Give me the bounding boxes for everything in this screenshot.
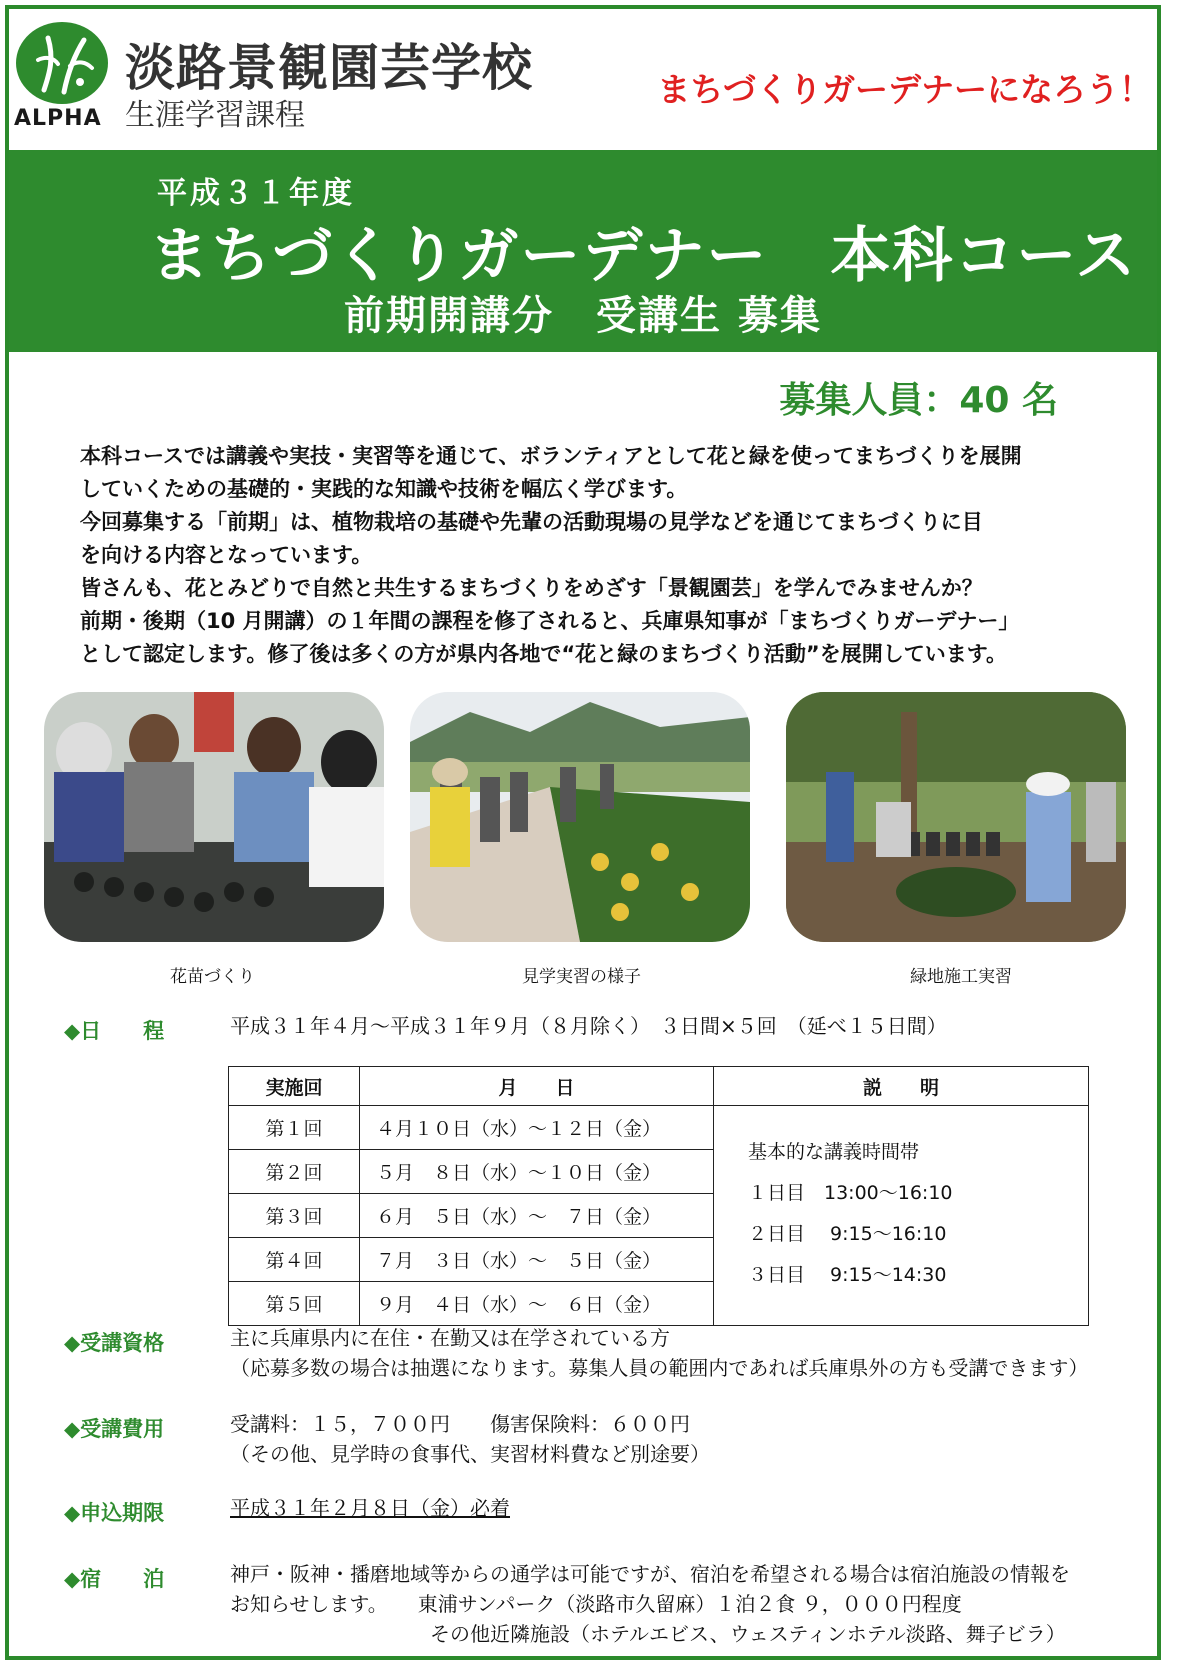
fee-label: ◆受講費用 <box>64 1417 165 1441</box>
table-row <box>229 1106 1089 1150</box>
session-date: ７月 ３日（水）～ ５日（金） <box>360 1238 714 1282</box>
fee-line: 受講料：１５，７００円 傷害保険料：６００円 <box>230 1412 690 1436</box>
description-time: １日目 13:00～16:10 <box>748 1182 953 1204</box>
session-date: ６月 ５日（水）～ ７日（金） <box>360 1194 714 1238</box>
deadline-label: ◆申込期限 <box>64 1501 165 1525</box>
schedule-description <box>714 1106 1089 1326</box>
school-name: 淡路景観園芸学校 <box>125 39 533 97</box>
column-header: 実施回 <box>229 1067 360 1106</box>
qualification-note: （応募多数の場合は抽選になります。募集人員の範囲内であれば兵庫県外の方も受講できます） <box>230 1356 1089 1380</box>
fee-note: （その他、見学時の食事代、実習材料費など別途要） <box>230 1442 710 1466</box>
logo-alpha-text: ALPHA <box>14 106 102 131</box>
catchphrase: まちづくりガーデナーになろう！ <box>657 70 1152 109</box>
intro-line: として認定します。修了後は多くの方が県内各地で“花と緑のまちづくり活動”を展開しています。 <box>80 642 1008 666</box>
qualification-line: 主に兵庫県内に在住・在勤又は在学されている方 <box>230 1326 670 1350</box>
photo-caption: 緑地施工実習 <box>910 967 1012 987</box>
session-number: 第５回 <box>229 1282 360 1326</box>
intro-line: 本科コースでは講義や実技・実習等を通じて、ボランティアとして花と緑を使ってまちづくりを展開 <box>80 444 1022 468</box>
deadline-text: 平成３１年２月８日（金）必着 <box>230 1496 510 1520</box>
session-date: ５月 ８日（水）～１０日（金） <box>360 1150 714 1194</box>
photo-greenery-work <box>786 692 1126 942</box>
lodging-line: お知らせします。 東浦サンパーク（淡路市久留麻）１泊２食 ９，０００円程度 <box>230 1592 962 1616</box>
capacity-text: 募集人員：40 名 <box>779 380 1058 421</box>
schedule-table <box>228 1066 1089 1326</box>
intro-line: 今回募集する「前期」は、植物栽培の基礎や先輩の活動現場の見学などを通じてまちづくりに目 <box>80 510 983 534</box>
photo-field-tour <box>410 692 750 942</box>
intro-text <box>80 440 1090 671</box>
session-number: 第４回 <box>229 1238 360 1282</box>
intro-line: 前期・後期（10 月開講）の１年間の課程を修了されると、兵庫県知事が「まちづくりガーデナー」 <box>80 609 1020 633</box>
leaf-logo-icon <box>14 20 110 106</box>
column-header: 月 日 <box>360 1067 714 1106</box>
session-date: ４月１０日（水）～１２日（金） <box>360 1106 714 1150</box>
qualification-label: ◆受講資格 <box>64 1331 165 1355</box>
banner-subtitle: 前期開講分 受講生 募集 <box>344 293 822 339</box>
photo-caption: 見学実習の様子 <box>522 967 641 987</box>
table-header-row <box>229 1067 1089 1106</box>
banner-title: まちづくりガーデナー 本科コース <box>149 221 1138 291</box>
program-name: 生涯学習課程 <box>125 98 305 133</box>
intro-line: していくための基礎的・実践的な知識や技術を幅広く学びます。 <box>80 477 688 501</box>
schedule-text: 平成３１年４月～平成３１年９月（８月除く） ３日間×５回 （延べ１５日間） <box>230 1014 947 1038</box>
description-time: ２日目 9:15～16:10 <box>748 1223 947 1245</box>
session-number: 第３回 <box>229 1194 360 1238</box>
lodging-label: ◆宿 泊 <box>64 1567 165 1591</box>
photo-seedlings <box>44 692 384 942</box>
session-date: ９月 ４日（水）～ ６日（金） <box>360 1282 714 1326</box>
column-header: 説 明 <box>714 1067 1089 1106</box>
lodging-line: 神戸・阪神・播磨地域等からの通学は可能ですが、宿泊を希望される場合は宿泊施設の情報を <box>230 1562 1070 1586</box>
banner-year: 平成３１年度 <box>157 176 355 211</box>
intro-line: を向ける内容となっています。 <box>80 543 373 567</box>
photo-caption: 花苗づくり <box>170 967 255 987</box>
intro-line: 皆さんも、花とみどりで自然と共生するまちづくりをめざす「景観園芸」を学んでみませんか？ <box>80 576 983 600</box>
lodging-line: その他近隣施設（ホテルエビス、ウェスティンホテル淡路、舞子ビラ） <box>230 1622 1066 1646</box>
session-number: 第１回 <box>229 1106 360 1150</box>
description-heading: 基本的な講義時間帯 <box>748 1141 920 1163</box>
schedule-label: ◆日 程 <box>64 1019 165 1043</box>
session-number: 第２回 <box>229 1150 360 1194</box>
title-banner <box>9 150 1157 352</box>
description-time: ３日目 9:15～14:30 <box>748 1264 947 1286</box>
